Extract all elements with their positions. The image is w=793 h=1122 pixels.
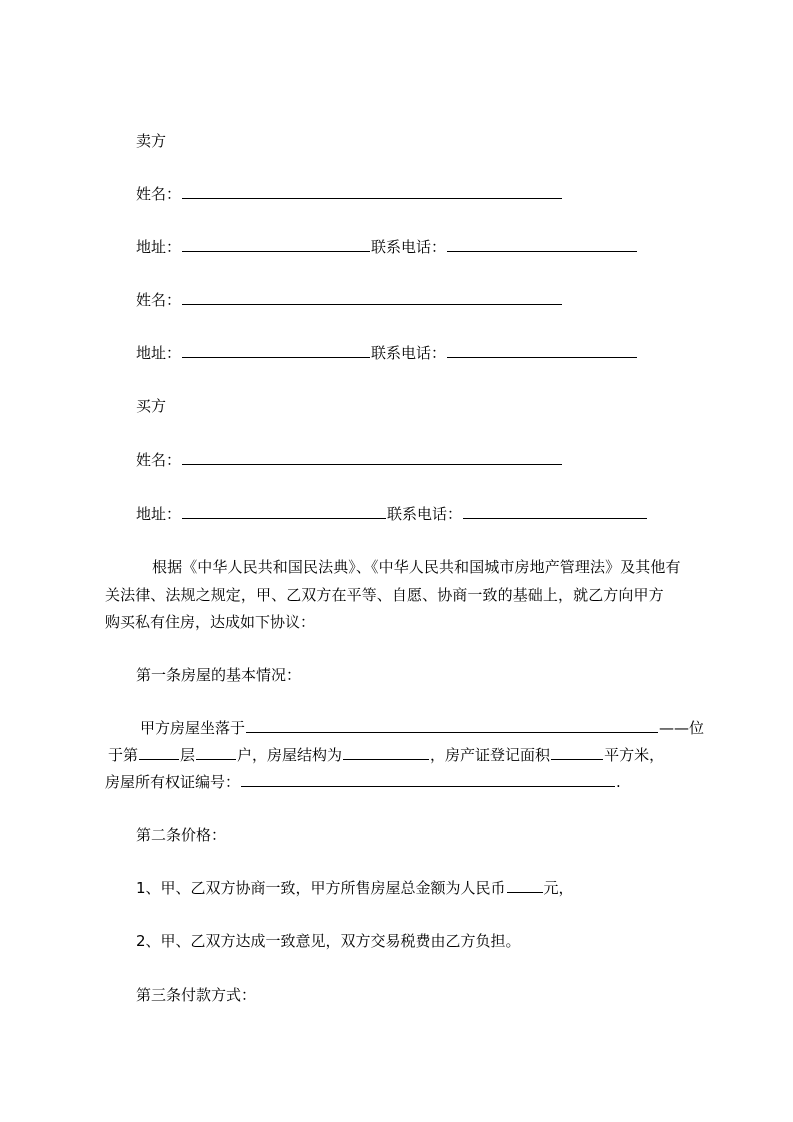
seller2-name-label: 姓名：: [136, 291, 182, 309]
article2-item-1: [136, 878, 574, 898]
article1-title: 第一条房屋的基本情况：: [136, 666, 302, 684]
house-location-field[interactable]: [246, 718, 658, 733]
buyer-name-row: [136, 450, 563, 470]
buyer-address-row: [136, 504, 648, 524]
buyer-address-field[interactable]: [182, 504, 386, 519]
article1-area-label: ，房产证登记面积: [430, 746, 551, 764]
seller-heading: 卖方: [136, 132, 167, 150]
area-field[interactable]: [551, 745, 603, 760]
seller1-name-field[interactable]: [182, 184, 562, 199]
article1-line1-suffix: ——位: [659, 719, 705, 737]
seller1-name-row: [136, 184, 563, 204]
article3-title: 第三条付款方式：: [136, 986, 257, 1004]
buyer-name-label: 姓名：: [136, 451, 182, 469]
article1-location-label: 甲方房屋坐落于: [140, 719, 246, 737]
seller2-phone-field[interactable]: [447, 343, 637, 358]
article1-line-3: [105, 772, 621, 792]
buyer-phone-field[interactable]: [463, 504, 647, 519]
buyer-name-field[interactable]: [182, 450, 562, 465]
unit-field[interactable]: [196, 745, 236, 760]
article1-line3-suffix: .: [616, 773, 621, 791]
buyer-address-label: 地址：: [136, 505, 182, 523]
article1-structure-label: 户，房屋结构为: [237, 746, 343, 764]
seller2-name-row: [136, 290, 563, 310]
article1-line-2: [108, 745, 664, 765]
seller1-address-field[interactable]: [182, 237, 370, 252]
buyer-phone-label: 联系电话：: [387, 505, 463, 523]
article2-title: 第二条价格：: [136, 826, 227, 844]
structure-field[interactable]: [343, 745, 429, 760]
preamble-line-1: 根据《中华人民共和国民法典》、《中华人民共和国城市房地产管理法》及其他有: [152, 558, 681, 576]
article1-line-1: [140, 718, 704, 738]
buyer-heading: 买方: [136, 397, 167, 415]
seller1-phone-field[interactable]: [447, 237, 637, 252]
article1-floor-label: 层: [180, 746, 196, 764]
floor-field[interactable]: [139, 745, 179, 760]
seller1-address-row: [136, 237, 638, 257]
seller2-address-field[interactable]: [182, 343, 370, 358]
seller2-phone-label: 联系电话：: [371, 344, 447, 362]
seller1-address-label: 地址：: [136, 238, 182, 256]
seller2-name-field[interactable]: [182, 290, 562, 305]
article1-area-unit: 平方米，: [604, 746, 665, 764]
seller2-address-label: 地址：: [136, 344, 182, 362]
price-label: 1、甲、乙双方协商一致，甲方所售房屋总金额为人民币: [136, 879, 506, 897]
preamble-line-2: 关法律、法规之规定，甲、乙双方在平等、自愿、协商一致的基础上，就乙方向甲方: [105, 586, 664, 604]
certificate-number-field[interactable]: [241, 772, 615, 787]
article2-item-2: 2、甲、乙双方达成一致意见，双方交易税费由乙方负担。: [136, 932, 521, 950]
price-unit: 元，: [543, 879, 574, 897]
article1-floor-prefix: 于第: [108, 746, 139, 764]
seller1-phone-label: 联系电话：: [371, 238, 447, 256]
preamble-line-3: 购买私有住房，达成如下协议：: [105, 613, 316, 631]
price-field[interactable]: [507, 878, 543, 893]
seller2-address-row: [136, 343, 638, 363]
certificate-number-label: 房屋所有权证编号：: [105, 773, 241, 791]
seller1-name-label: 姓名：: [136, 185, 182, 203]
